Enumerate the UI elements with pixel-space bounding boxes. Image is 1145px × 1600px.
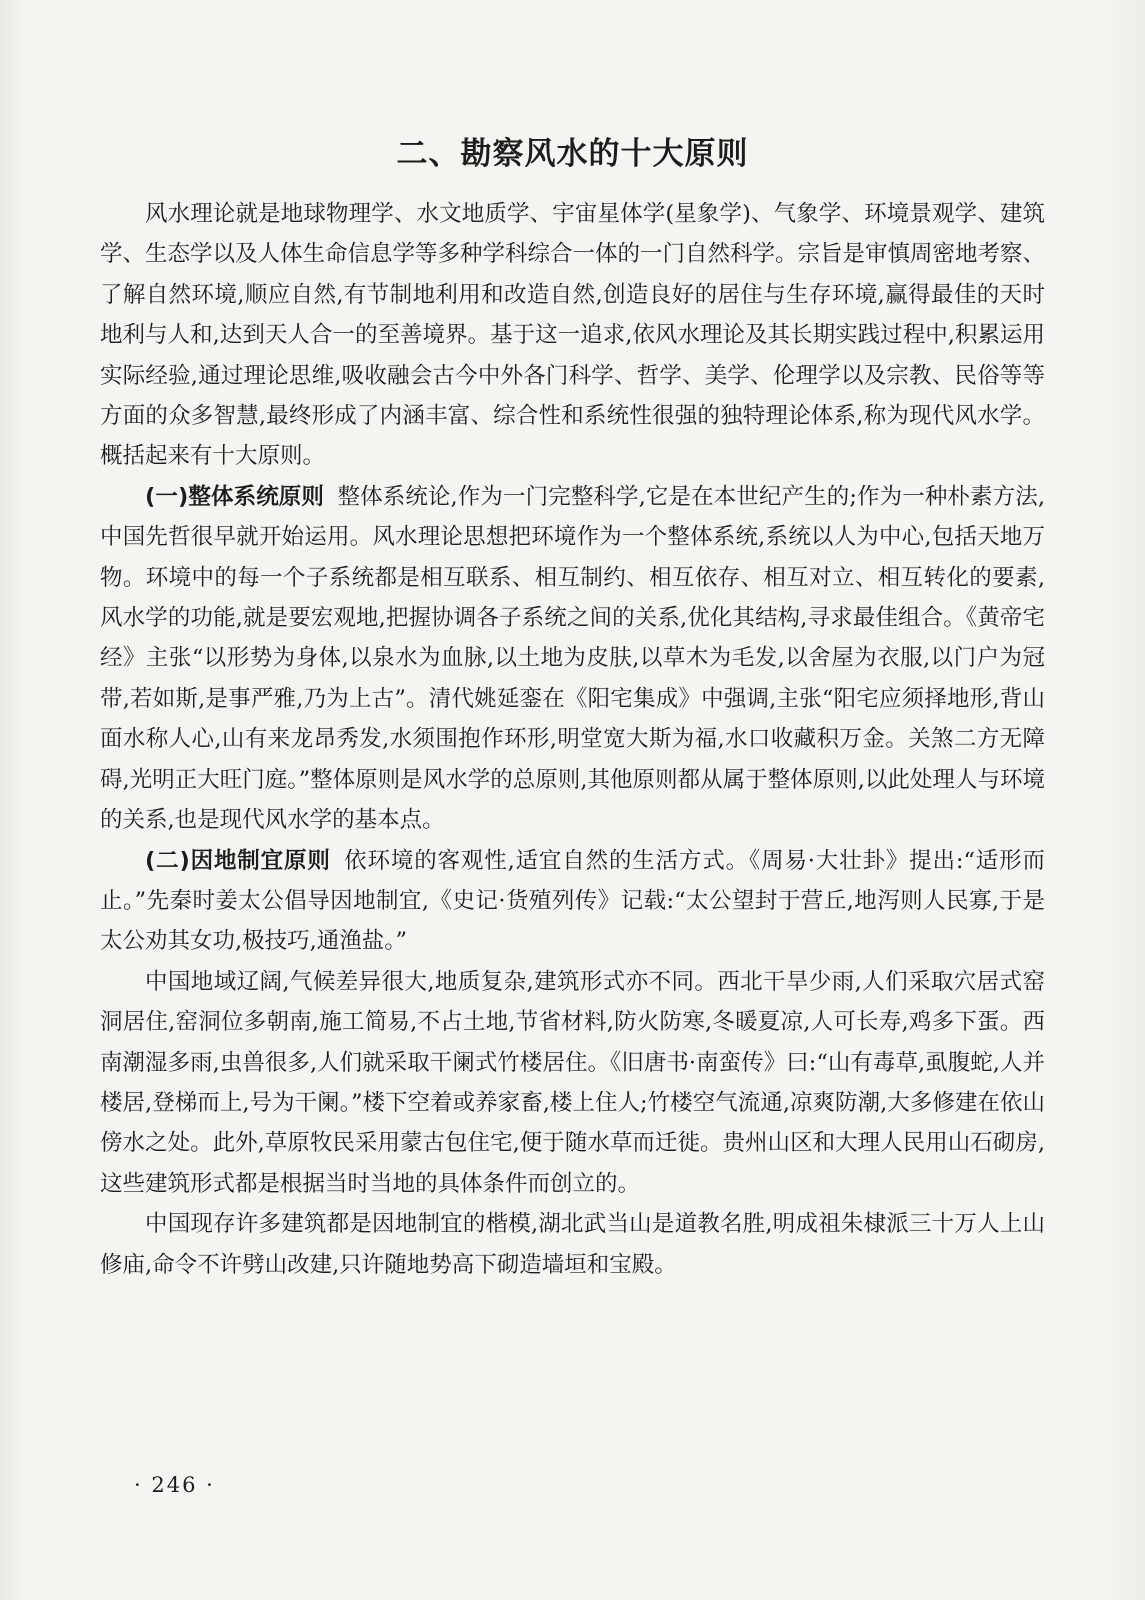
paragraph-wudang [100, 1204, 1045, 1285]
paragraph-text: 风水理论就是地球物理学、水文地质学、宇宙星体学(星象学)、气象学、环境景观学、建筑学、生态学以及人体生命信息学等多种学科综合一体的一门自然科学。宗旨是审慎周密地考察、了解自然环境,顺应自然,有节制地利用和改造自然,创造良好的居住与生存环境,赢得最佳的天时地利与人和,达到天人合一的至善境界。基于这一追求,依风水理论及其长期实践过程中,积累运用实际经验,通过理论思维,吸收融会古今中外各门科学、哲学、美学、伦理学以及宗教、民俗等等方面的众多智慧,最终形成了内涵丰富、综合性和系统性很强的独特理论体系,称为现代风水学。概括起来有十大原则。 [100, 201, 1046, 470]
paragraph-section-1 [100, 477, 1045, 841]
paragraph-climate [100, 962, 1045, 1204]
section-heading: (二)因地制宜原则 [145, 847, 331, 874]
page-number: · 246 · [134, 1473, 215, 1497]
page-title: 二、勘察风水的十大原则 [396, 136, 749, 172]
paragraph-section-2 [100, 841, 1045, 962]
body-text [100, 194, 1045, 1285]
paragraph-text: 中国地域辽阔,气候差异很大,地质复杂,建筑形式亦不同。西北干旱少雨,人们采取穴居式窑洞居住,窑洞位多朝南,施工简易,不占土地,节省材料,防火防寒,冬暖夏凉,人可长寿,鸡多下蛋。西南潮湿多雨,虫兽很多,人们就采取干阑式竹楼居住。《旧唐书·南蛮传》曰:“山有毒草,虱腹蛇,人并楼居,登梯而上,号为干阑。”楼下空着或养家畜,楼上住人;竹楼空气流通,凉爽防潮,大多修建在依山傍水之处。此外,草原牧民采用蒙古包住宅,便于随水草而迁徙。贵州山区和大理人民用山石砌房,这些建筑形式都是根据当时当地的具体条件而创立的。 [100, 968, 1045, 1197]
section-heading: (一)整体系统原则 [145, 483, 325, 510]
paragraph-intro [100, 194, 1045, 477]
paragraph-text: 整体系统论,作为一门完整科学,它是在本世纪产生的;作为一种朴素方法,中国先哲很早就开始运用。风水理论思想把环境作为一个整体系统,系统以人为中心,包括天地万物。环境中的每一个子系统都是相互联系、相互制约、相互依存、相互对立、相互转化的要素,风水学的功能,就是要宏观地,把握协调各子系统之间的关系,优化其结构,寻求最佳组合。《黄帝宅经》主张“以形势为身体,以泉水为血脉,以土地为皮肤,以草木为毛发,以舍屋为衣服,以门户为冠带,若如斯,是事严雅,乃为上古”。清代姚延銮在《阳宅集成》中强调,主张“阳宅应须择地形,背山面水称人心,山有来龙昂秀发,水须围抱作环形,明堂宽大斯为福,水口收藏积万金。关煞二方无障碍,光明正大旺门庭。”整体原则是风水学的总原则,其他原则都从属于整体原则,以此处理人与环境的关系,也是现代风水学的基本点。 [100, 483, 1045, 834]
paragraph-text: 依环境的客观性,适宜自然的生活方式。《周易·大壮卦》提出:“适形而止。”先秦时姜太公倡导因地制宜,《史记·货殖列传》记载:“太公望封于营丘,地泻则人民寡,于是太公劝其女功,极技巧,通渔盐。” [100, 847, 1045, 955]
paragraph-text: 中国现存许多建筑都是因地制宜的楷模,湖北武当山是道教名胜,明成祖朱棣派三十万人上山修庙,命令不许劈山改建,只许随地势高下砌造墙垣和宝殿。 [100, 1211, 1045, 1278]
